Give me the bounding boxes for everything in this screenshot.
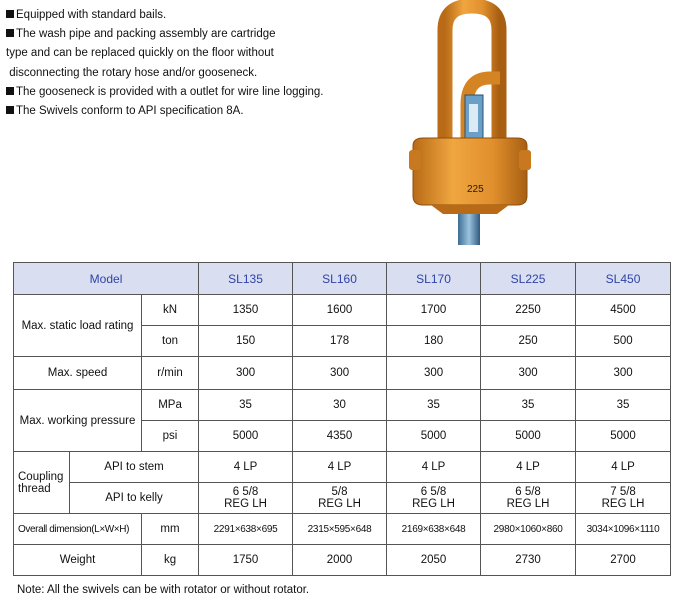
- feature-text: Equipped with standard bails.: [16, 9, 167, 21]
- feature-item: [6, 6, 406, 25]
- value-cell: 4 LP: [387, 452, 481, 483]
- value-cell: 178: [293, 326, 387, 357]
- header-model-name: SL450: [576, 263, 671, 295]
- value-cell: 1700: [387, 295, 481, 326]
- value-cell: 4 LP: [293, 452, 387, 483]
- value-cell: 2291×638×695: [199, 514, 293, 545]
- value-cell: 5000: [481, 421, 576, 452]
- value-cell: 250: [481, 326, 576, 357]
- header-model-name: SL160: [293, 263, 387, 295]
- kelly-thread: REG LH: [601, 498, 645, 510]
- feature-item: [6, 83, 406, 102]
- unit-cell: ton: [142, 326, 199, 357]
- value-cell: 5000: [199, 421, 293, 452]
- unit-cell: psi: [142, 421, 199, 452]
- table-header-row: [14, 263, 671, 295]
- row-label-load: Max. static load rating: [14, 295, 142, 357]
- unit-cell: r/min: [142, 357, 199, 390]
- wash-pipe-highlight: [469, 104, 478, 132]
- value-cell: 300: [387, 357, 481, 390]
- unit-cell: MPa: [142, 390, 199, 421]
- value-cell: 300: [576, 357, 671, 390]
- value-cell: 4350: [293, 421, 387, 452]
- sub-label-kelly: API to kelly: [70, 483, 199, 514]
- model-badge: 225: [467, 184, 484, 195]
- value-cell: 300: [199, 357, 293, 390]
- value-cell: 2980×1060×860: [481, 514, 576, 545]
- feature-item-continuation: [6, 64, 406, 83]
- row-label-coupling: [14, 452, 70, 514]
- value-cell: 35: [387, 390, 481, 421]
- value-cell: 300: [293, 357, 387, 390]
- table-row: [14, 483, 671, 514]
- feature-item: [6, 25, 406, 44]
- table-row: [14, 514, 671, 545]
- bullet-square-icon: [6, 87, 14, 95]
- value-cell: 2000: [293, 545, 387, 576]
- value-cell: 4 LP: [576, 452, 671, 483]
- unit-cell: kg: [142, 545, 199, 576]
- body-skirt: [431, 205, 509, 214]
- bullet-square-icon: [6, 10, 14, 18]
- bail-pin: [409, 150, 421, 170]
- value-cell: [481, 483, 576, 514]
- value-cell: 1600: [293, 295, 387, 326]
- value-cell: 35: [481, 390, 576, 421]
- value-cell: 500: [576, 326, 671, 357]
- value-cell: 4 LP: [199, 452, 293, 483]
- kelly-size: 6 5/8: [420, 486, 447, 498]
- unit-cell: kN: [142, 295, 199, 326]
- value-cell: 300: [481, 357, 576, 390]
- feature-list: [6, 6, 406, 121]
- feature-text: type and can be replaced quickly on the floor without: [6, 47, 274, 60]
- value-cell: 2250: [481, 295, 576, 326]
- value-cell: 1350: [199, 295, 293, 326]
- kelly-thread: REG LH: [506, 498, 550, 510]
- row-label-weight: Weight: [14, 545, 142, 576]
- footnote: Note: All the swivels can be with rotator or without rotator.: [17, 584, 310, 596]
- kelly-size: 7 5/8: [610, 486, 636, 498]
- feature-item: [6, 102, 406, 121]
- value-cell: 5000: [387, 421, 481, 452]
- table-row: [14, 357, 671, 390]
- value-cell: [293, 483, 387, 514]
- header-model: Model: [14, 263, 199, 295]
- table-row: [14, 295, 671, 326]
- table-row: [14, 390, 671, 421]
- unit-cell: mm: [142, 514, 199, 545]
- spec-table: [13, 262, 671, 576]
- value-cell: 2700: [576, 545, 671, 576]
- coupling-label-line: Coupling: [18, 470, 64, 483]
- feature-text: The gooseneck is provided with a outlet for wire line logging.: [16, 85, 324, 98]
- value-cell: 4 LP: [481, 452, 576, 483]
- value-cell: 5000: [576, 421, 671, 452]
- kelly-size: 6 5/8: [515, 486, 541, 498]
- header-model-name: SL170: [387, 263, 481, 295]
- row-label-speed: Max. speed: [14, 357, 142, 390]
- table-row: [14, 545, 671, 576]
- value-cell: 4500: [576, 295, 671, 326]
- bullet-square-icon: [6, 29, 14, 37]
- header-model-name: SL135: [199, 263, 293, 295]
- kelly-thread: REG LH: [224, 498, 267, 510]
- value-cell: 35: [199, 390, 293, 421]
- table-row: [14, 452, 671, 483]
- bail-pin: [519, 150, 531, 170]
- feature-text: The wash pipe and packing assembly are cartridge: [16, 28, 276, 41]
- kelly-size: 6 5/8: [232, 486, 259, 498]
- coupling-label-line: thread: [18, 482, 51, 495]
- swivel-stem: [458, 214, 480, 245]
- value-cell: [199, 483, 293, 514]
- kelly-size: 5/8: [331, 486, 348, 498]
- value-cell: 30: [293, 390, 387, 421]
- bullet-square-icon: [6, 106, 14, 114]
- header-model-name: SL225: [481, 263, 576, 295]
- kelly-thread: REG LH: [412, 498, 455, 510]
- feature-text: The Swivels conform to API specification 8A.: [16, 105, 244, 118]
- value-cell: [576, 483, 671, 514]
- value-cell: 2730: [481, 545, 576, 576]
- value-cell: 2315×595×648: [293, 514, 387, 545]
- value-cell: [387, 483, 481, 514]
- feature-item-continuation: [6, 44, 406, 63]
- value-cell: 2050: [387, 545, 481, 576]
- row-label-dimension: Overall dimension(L×W×H): [14, 514, 142, 545]
- value-cell: 1750: [199, 545, 293, 576]
- kelly-thread: REG LH: [318, 498, 361, 510]
- value-cell: 35: [576, 390, 671, 421]
- sub-label-stem: API to stem: [70, 452, 199, 483]
- value-cell: 2169×638×648: [387, 514, 481, 545]
- value-cell: 180: [387, 326, 481, 357]
- swivel-product-image: [405, 0, 535, 245]
- value-cell: 150: [199, 326, 293, 357]
- row-label-pressure: Max. working pressure: [14, 390, 142, 452]
- value-cell: 3034×1096×1110: [576, 514, 671, 545]
- feature-text: disconnecting the rotary hose and/or gooseneck.: [6, 66, 258, 79]
